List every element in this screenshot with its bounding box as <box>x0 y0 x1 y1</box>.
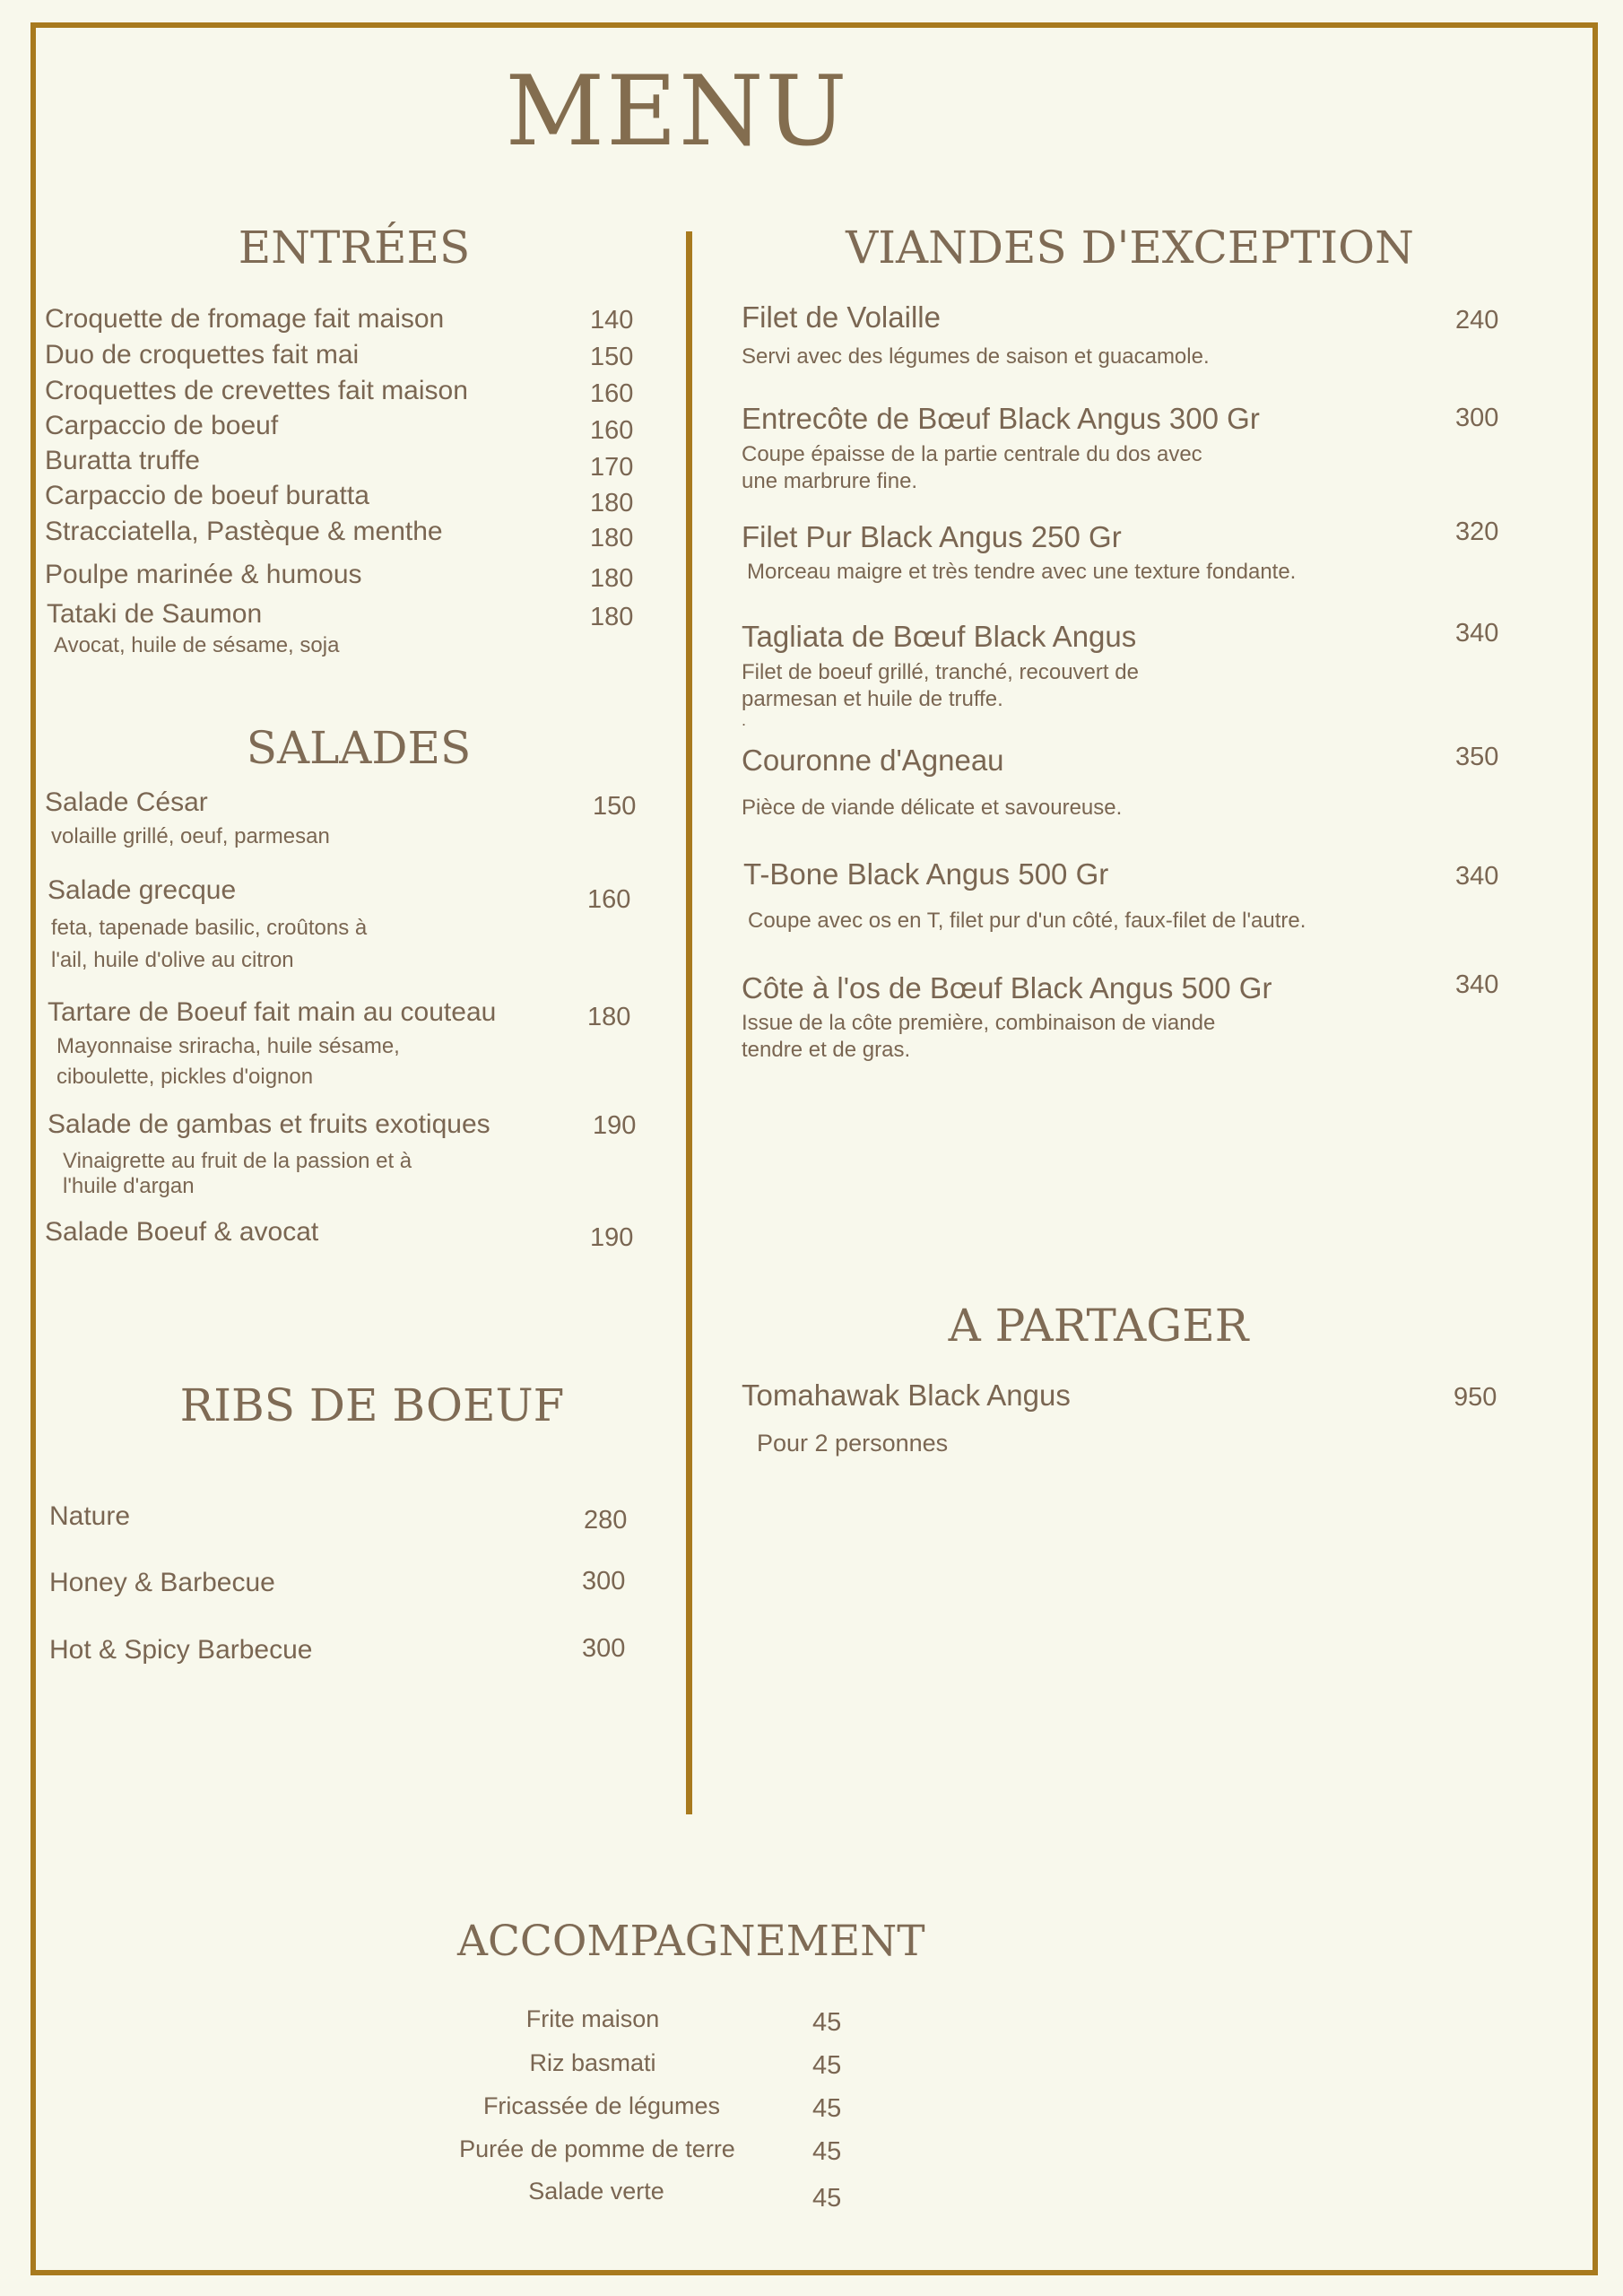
menu-item-description: feta, tapenade basilic, croûtons à <box>51 916 368 940</box>
menu-item-description: Vinaigrette au fruit de la passion et à <box>63 1149 412 1173</box>
menu-item-price: 190 <box>590 1223 634 1252</box>
menu-item-name: Couronne d'Agneau <box>742 744 1004 777</box>
accompagnement-heading: ACCOMPAGNEMENT <box>457 1917 925 1966</box>
menu-item-description: volaille grillé, oeuf, parmesan <box>51 824 330 848</box>
menu-item-name: Carpaccio de boeuf <box>45 411 279 440</box>
menu-item-name: Salade de gambas et fruits exotiques <box>48 1109 490 1139</box>
menu-item-name: Filet de Volaille <box>742 300 941 334</box>
side-item-name: Frite maison <box>525 2005 660 2032</box>
salades-heading: SALADES <box>246 722 472 774</box>
menu-item-name: Nature <box>49 1501 131 1531</box>
side-item-name: Purée de pomme de terre <box>459 2135 735 2162</box>
menu-item-description: . <box>742 711 747 729</box>
side-item-price: 45 <box>812 2184 842 2213</box>
menu-item-name: Croquette de fromage fait maison <box>45 304 445 334</box>
menu-item-price: 340 <box>1455 862 1499 891</box>
side-item-price: 45 <box>812 2008 842 2037</box>
menu-item-description: Filet de boeuf grillé, tranché, recouvert de <box>742 660 1139 684</box>
menu-item-price: 300 <box>1455 404 1499 432</box>
menu-item-name: Salade César <box>45 787 208 817</box>
ribs-heading: RIBS DE BOEUF <box>179 1379 565 1431</box>
viandes-heading: VIANDES D'EXCEPTION <box>846 222 1414 274</box>
menu-item-name: T-Bone Black Angus 500 Gr <box>743 857 1109 891</box>
menu-item-description: Coupe épaisse de la partie centrale du dos avec <box>742 442 1202 466</box>
menu-item-description: Pièce de viande délicate et savoureuse. <box>742 796 1123 820</box>
menu-item-name: Carpaccio de boeuf buratta <box>45 481 369 510</box>
menu-item-name: Entrecôte de Bœuf Black Angus 300 Gr <box>742 402 1260 435</box>
entrees-heading: ENTRÉES <box>238 222 471 274</box>
menu-item-price: 160 <box>590 379 634 408</box>
menu-item-description: ciboulette, pickles d'oignon <box>56 1065 314 1089</box>
menu-item-name: Côte à l'os de Bœuf Black Angus 500 Gr <box>742 971 1272 1004</box>
menu-item-price: 180 <box>590 603 634 631</box>
menu-item-name: Duo de croquettes fait mai <box>45 340 360 370</box>
menu-item-price: 180 <box>587 1003 631 1031</box>
menu-item-price: 150 <box>593 792 637 821</box>
menu-item-name: Filet Pur Black Angus 250 Gr <box>742 520 1122 553</box>
side-item-price: 45 <box>812 2137 842 2166</box>
menu-item-name: Tataki de Saumon <box>47 599 263 629</box>
menu-item-name: Salade Boeuf & avocat <box>45 1217 319 1247</box>
menu-item-description: Servi avec des légumes de saison et guacamole. <box>742 344 1210 369</box>
column-divider <box>686 231 692 1814</box>
menu-item-price: 180 <box>590 524 634 552</box>
menu-item-name: Croquettes de crevettes fait maison <box>45 376 468 405</box>
menu-item-price: 160 <box>587 885 631 914</box>
menu-item-description: Avocat, huile de sésame, soja <box>54 633 340 657</box>
menu-item-price: 280 <box>584 1506 628 1535</box>
menu-item-price: 180 <box>590 564 634 593</box>
menu-item-name: Hot & Spicy Barbecue <box>49 1635 313 1665</box>
menu-item-name: Tartare de Boeuf fait main au couteau <box>48 997 497 1027</box>
menu-item-name: Stracciatella, Pastèque & menthe <box>45 517 443 546</box>
menu-item-price: 350 <box>1455 743 1499 771</box>
menu-item-price: 170 <box>590 453 634 482</box>
menu-item-price: 190 <box>593 1111 637 1140</box>
menu-item-description: Mayonnaise sriracha, huile sésame, <box>56 1034 400 1058</box>
menu-item-price: 180 <box>590 489 634 517</box>
menu-item-price: 160 <box>590 416 634 445</box>
menu-item-price: 240 <box>1455 306 1499 335</box>
menu-item-name: Tagliata de Bœuf Black Angus <box>742 620 1137 653</box>
menu-title: MENU <box>505 56 849 168</box>
menu-item-price: 300 <box>582 1567 626 1596</box>
menu-item-description: l'ail, huile d'olive au citron <box>51 948 294 972</box>
menu-item-price: 950 <box>1454 1383 1497 1412</box>
menu-item-name: Poulpe marinée & humous <box>45 560 362 589</box>
menu-item-name: Honey & Barbecue <box>49 1568 275 1597</box>
partager-heading: A PARTAGER <box>948 1300 1249 1352</box>
side-item-price: 45 <box>812 2094 842 2123</box>
side-item-price: 45 <box>812 2051 842 2080</box>
menu-item-price: 300 <box>582 1634 626 1663</box>
menu-item-description: une marbrure fine. <box>742 469 918 493</box>
menu-item-description: tendre et de gras. <box>742 1038 911 1062</box>
menu-item-price: 340 <box>1455 970 1499 999</box>
menu-item-description: Coupe avec os en T, filet pur d'un côté, faux-filet de l'autre. <box>748 909 1306 933</box>
menu-item-name: Buratta truffe <box>45 446 200 475</box>
side-item-name: Riz basmati <box>529 2049 656 2076</box>
menu-item-name: Tomahawak Black Angus <box>742 1378 1071 1412</box>
menu-item-price: 340 <box>1455 619 1499 648</box>
menu-item-description: Morceau maigre et très tendre avec une texture fondante. <box>747 560 1297 584</box>
menu-item-name: Salade grecque <box>48 875 237 905</box>
menu-item-price: 140 <box>590 306 634 335</box>
menu-item-description: parmesan et huile de truffe. <box>742 687 1003 711</box>
menu-item-price: 150 <box>590 343 634 371</box>
menu-item-description: l'huile d'argan <box>63 1174 195 1198</box>
menu-item-description: Pour 2 personnes <box>757 1430 949 1457</box>
side-item-name: Fricassée de légumes <box>482 2092 721 2119</box>
menu-item-price: 320 <box>1455 517 1499 546</box>
side-item-name: Salade verte <box>528 2178 664 2205</box>
menu-item-description: Issue de la côte première, combinaison de viande <box>742 1011 1216 1035</box>
